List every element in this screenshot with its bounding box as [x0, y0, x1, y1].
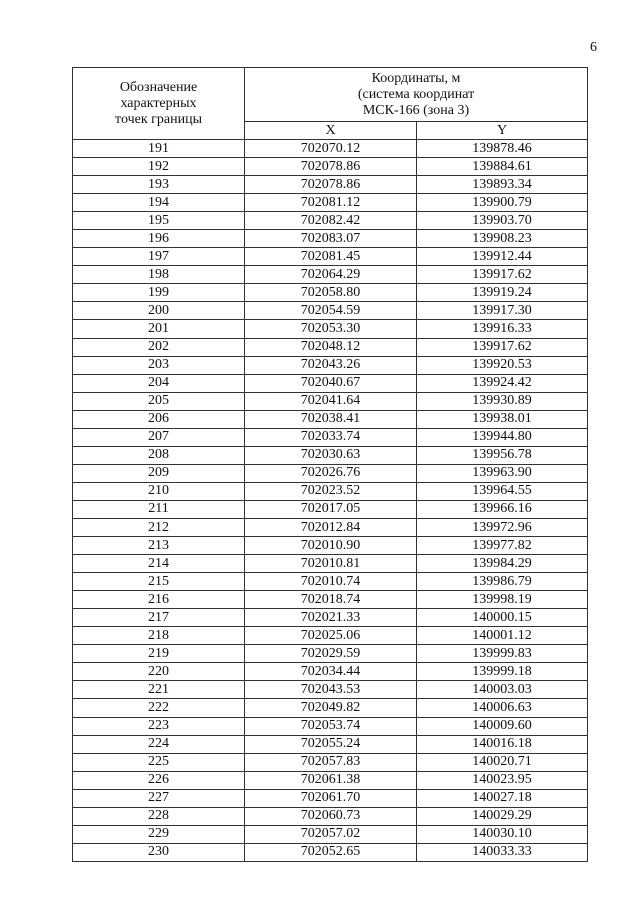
y-coordinate-cell: 140027.18	[417, 789, 588, 807]
point-number-cell: 230	[73, 843, 245, 861]
point-number-cell: 193	[73, 176, 245, 194]
x-coordinate-cell: 702040.67	[245, 374, 417, 392]
x-coordinate-cell: 702057.02	[245, 825, 417, 843]
table-row	[73, 356, 588, 374]
point-number-cell: 194	[73, 194, 245, 212]
point-number-cell: 220	[73, 663, 245, 681]
y-coordinate-cell: 140006.63	[417, 699, 588, 717]
y-coordinate-cell: 139919.24	[417, 284, 588, 302]
x-coordinate-cell: 702043.26	[245, 356, 417, 374]
y-coordinate-cell: 139964.55	[417, 482, 588, 500]
point-header-line: характерных	[120, 95, 197, 111]
y-coordinate-cell: 139938.01	[417, 410, 588, 428]
table-row	[73, 735, 588, 753]
y-coordinate-cell: 139944.80	[417, 428, 588, 446]
table-row	[73, 717, 588, 735]
point-number-cell: 195	[73, 212, 245, 230]
table-row	[73, 500, 588, 518]
table-row	[73, 230, 588, 248]
y-coordinate-cell: 140016.18	[417, 735, 588, 753]
point-number-cell: 203	[73, 356, 245, 374]
point-number-cell: 212	[73, 518, 245, 536]
y-coordinate-cell: 140023.95	[417, 771, 588, 789]
point-header-line: точек границы	[115, 111, 202, 127]
x-coordinate-cell: 702061.38	[245, 771, 417, 789]
x-coordinate-cell: 702078.86	[245, 176, 417, 194]
point-number-cell: 211	[73, 500, 245, 518]
x-coordinate-cell: 702055.24	[245, 735, 417, 753]
point-number-cell: 216	[73, 591, 245, 609]
x-coordinate-cell: 702029.59	[245, 645, 417, 663]
point-number-cell: 222	[73, 699, 245, 717]
y-coordinate-cell: 139930.89	[417, 392, 588, 410]
y-coordinate-cell: 139972.96	[417, 518, 588, 536]
x-coordinate-cell: 702010.90	[245, 537, 417, 555]
y-coordinate-cell: 140001.12	[417, 627, 588, 645]
table-row	[73, 302, 588, 320]
x-coordinate-cell: 702038.41	[245, 410, 417, 428]
x-coordinate-cell: 702064.29	[245, 266, 417, 284]
x-coordinate-cell: 702010.74	[245, 573, 417, 591]
y-coordinate-cell: 139999.18	[417, 663, 588, 681]
point-number-cell: 219	[73, 645, 245, 663]
y-coordinate-cell: 139917.62	[417, 266, 588, 284]
x-coordinate-cell: 702048.12	[245, 338, 417, 356]
x-coordinate-cell: 702030.63	[245, 446, 417, 464]
y-coordinate-cell: 139924.42	[417, 374, 588, 392]
x-coordinate-cell: 702053.74	[245, 717, 417, 735]
table-row	[73, 212, 588, 230]
page-number: 6	[590, 40, 597, 55]
point-number-cell: 196	[73, 230, 245, 248]
point-number-cell: 201	[73, 320, 245, 338]
y-coordinate-cell: 139998.19	[417, 591, 588, 609]
point-number-cell: 192	[73, 158, 245, 176]
y-coordinate-cell: 140009.60	[417, 717, 588, 735]
point-number-cell: 228	[73, 807, 245, 825]
point-number-cell: 208	[73, 446, 245, 464]
point-number-cell: 226	[73, 771, 245, 789]
point-designation-header	[73, 68, 245, 140]
table-row	[73, 518, 588, 536]
y-coordinate-cell: 139900.79	[417, 194, 588, 212]
x-coordinate-cell: 702060.73	[245, 807, 417, 825]
y-coordinate-cell: 139878.46	[417, 140, 588, 158]
table-row	[73, 428, 588, 446]
table-row	[73, 555, 588, 573]
x-column-header: X	[245, 122, 417, 140]
point-number-cell: 209	[73, 464, 245, 482]
point-number-cell: 218	[73, 627, 245, 645]
y-coordinate-cell: 140030.10	[417, 825, 588, 843]
table-row	[73, 807, 588, 825]
y-coordinate-cell: 139999.83	[417, 645, 588, 663]
x-coordinate-cell: 702070.12	[245, 140, 417, 158]
y-coordinate-cell: 139966.16	[417, 500, 588, 518]
y-coordinate-cell: 139912.44	[417, 248, 588, 266]
table-row	[73, 609, 588, 627]
x-coordinate-cell: 702025.06	[245, 627, 417, 645]
table-row	[73, 446, 588, 464]
point-number-cell: 202	[73, 338, 245, 356]
x-coordinate-cell: 702082.42	[245, 212, 417, 230]
table-row	[73, 627, 588, 645]
x-coordinate-cell: 702053.30	[245, 320, 417, 338]
x-coordinate-cell: 702026.76	[245, 464, 417, 482]
point-number-cell: 225	[73, 753, 245, 771]
table-row	[73, 843, 588, 861]
point-number-cell: 191	[73, 140, 245, 158]
x-coordinate-cell: 702034.44	[245, 663, 417, 681]
y-coordinate-cell: 140020.71	[417, 753, 588, 771]
y-coordinate-cell: 139977.82	[417, 537, 588, 555]
point-number-cell: 224	[73, 735, 245, 753]
coords-header-line: МСК-166 (зона 3)	[362, 102, 470, 118]
table-row	[73, 392, 588, 410]
y-coordinate-cell: 140003.03	[417, 681, 588, 699]
x-coordinate-cell: 702010.81	[245, 555, 417, 573]
y-coordinate-cell: 139908.23	[417, 230, 588, 248]
x-coordinate-cell: 702052.65	[245, 843, 417, 861]
y-coordinate-cell: 139916.33	[417, 320, 588, 338]
y-coordinate-cell: 139893.34	[417, 176, 588, 194]
point-number-cell: 205	[73, 392, 245, 410]
x-coordinate-cell: 702049.82	[245, 699, 417, 717]
x-coordinate-cell: 702021.33	[245, 609, 417, 627]
y-coordinate-cell: 139917.30	[417, 302, 588, 320]
table-row	[73, 681, 588, 699]
y-coordinate-cell: 139917.62	[417, 338, 588, 356]
y-coordinate-cell: 139986.79	[417, 573, 588, 591]
coords-header-line: (система координат	[357, 86, 475, 102]
table-row	[73, 771, 588, 789]
y-coordinate-cell: 139984.29	[417, 555, 588, 573]
x-coordinate-cell: 702058.80	[245, 284, 417, 302]
table-row	[73, 284, 588, 302]
point-number-cell: 217	[73, 609, 245, 627]
x-coordinate-cell: 702057.83	[245, 753, 417, 771]
point-number-cell: 215	[73, 573, 245, 591]
x-coordinate-cell: 702033.74	[245, 428, 417, 446]
y-column-header: Y	[417, 122, 588, 140]
table-row	[73, 266, 588, 284]
point-number-cell: 221	[73, 681, 245, 699]
coordinates-table	[72, 67, 588, 862]
table-row	[73, 248, 588, 266]
table-row	[73, 482, 588, 500]
x-coordinate-cell: 702061.70	[245, 789, 417, 807]
y-coordinate-cell: 139884.61	[417, 158, 588, 176]
point-number-cell: 198	[73, 266, 245, 284]
table-row	[73, 320, 588, 338]
x-coordinate-cell: 702081.45	[245, 248, 417, 266]
x-coordinate-cell: 702018.74	[245, 591, 417, 609]
y-coordinate-cell: 139920.53	[417, 356, 588, 374]
point-number-cell: 199	[73, 284, 245, 302]
table-row	[73, 338, 588, 356]
point-number-cell: 214	[73, 555, 245, 573]
y-coordinate-cell: 139956.78	[417, 446, 588, 464]
point-header-line: Обозначение	[119, 79, 198, 95]
table-row	[73, 663, 588, 681]
y-coordinate-cell: 140000.15	[417, 609, 588, 627]
point-number-cell: 207	[73, 428, 245, 446]
x-coordinate-cell: 702043.53	[245, 681, 417, 699]
table-row	[73, 537, 588, 555]
x-coordinate-cell: 702041.64	[245, 392, 417, 410]
table-row	[73, 410, 588, 428]
point-number-cell: 210	[73, 482, 245, 500]
point-number-cell: 197	[73, 248, 245, 266]
table-row	[73, 140, 588, 158]
x-coordinate-cell: 702083.07	[245, 230, 417, 248]
table-row	[73, 194, 588, 212]
table-row	[73, 789, 588, 807]
table-row	[73, 464, 588, 482]
table-row	[73, 591, 588, 609]
x-coordinate-cell: 702017.05	[245, 500, 417, 518]
table-row	[73, 645, 588, 663]
x-coordinate-cell: 702012.84	[245, 518, 417, 536]
table-row	[73, 573, 588, 591]
coords-header-line: Координаты, м	[371, 70, 461, 86]
table-row	[73, 699, 588, 717]
point-number-cell: 206	[73, 410, 245, 428]
table-row	[73, 374, 588, 392]
table-body	[73, 140, 588, 862]
x-coordinate-cell: 702023.52	[245, 482, 417, 500]
x-coordinate-cell: 702081.12	[245, 194, 417, 212]
x-coordinate-cell: 702054.59	[245, 302, 417, 320]
y-coordinate-cell: 139903.70	[417, 212, 588, 230]
y-coordinate-cell: 140029.29	[417, 807, 588, 825]
y-coordinate-cell: 139963.90	[417, 464, 588, 482]
y-coordinate-cell: 140033.33	[417, 843, 588, 861]
point-number-cell: 204	[73, 374, 245, 392]
coordinates-header	[245, 68, 588, 122]
point-number-cell: 200	[73, 302, 245, 320]
table-row	[73, 158, 588, 176]
table-row	[73, 825, 588, 843]
point-number-cell: 227	[73, 789, 245, 807]
point-number-cell: 223	[73, 717, 245, 735]
table-row	[73, 176, 588, 194]
x-coordinate-cell: 702078.86	[245, 158, 417, 176]
table-row	[73, 753, 588, 771]
point-number-cell: 213	[73, 537, 245, 555]
point-number-cell: 229	[73, 825, 245, 843]
